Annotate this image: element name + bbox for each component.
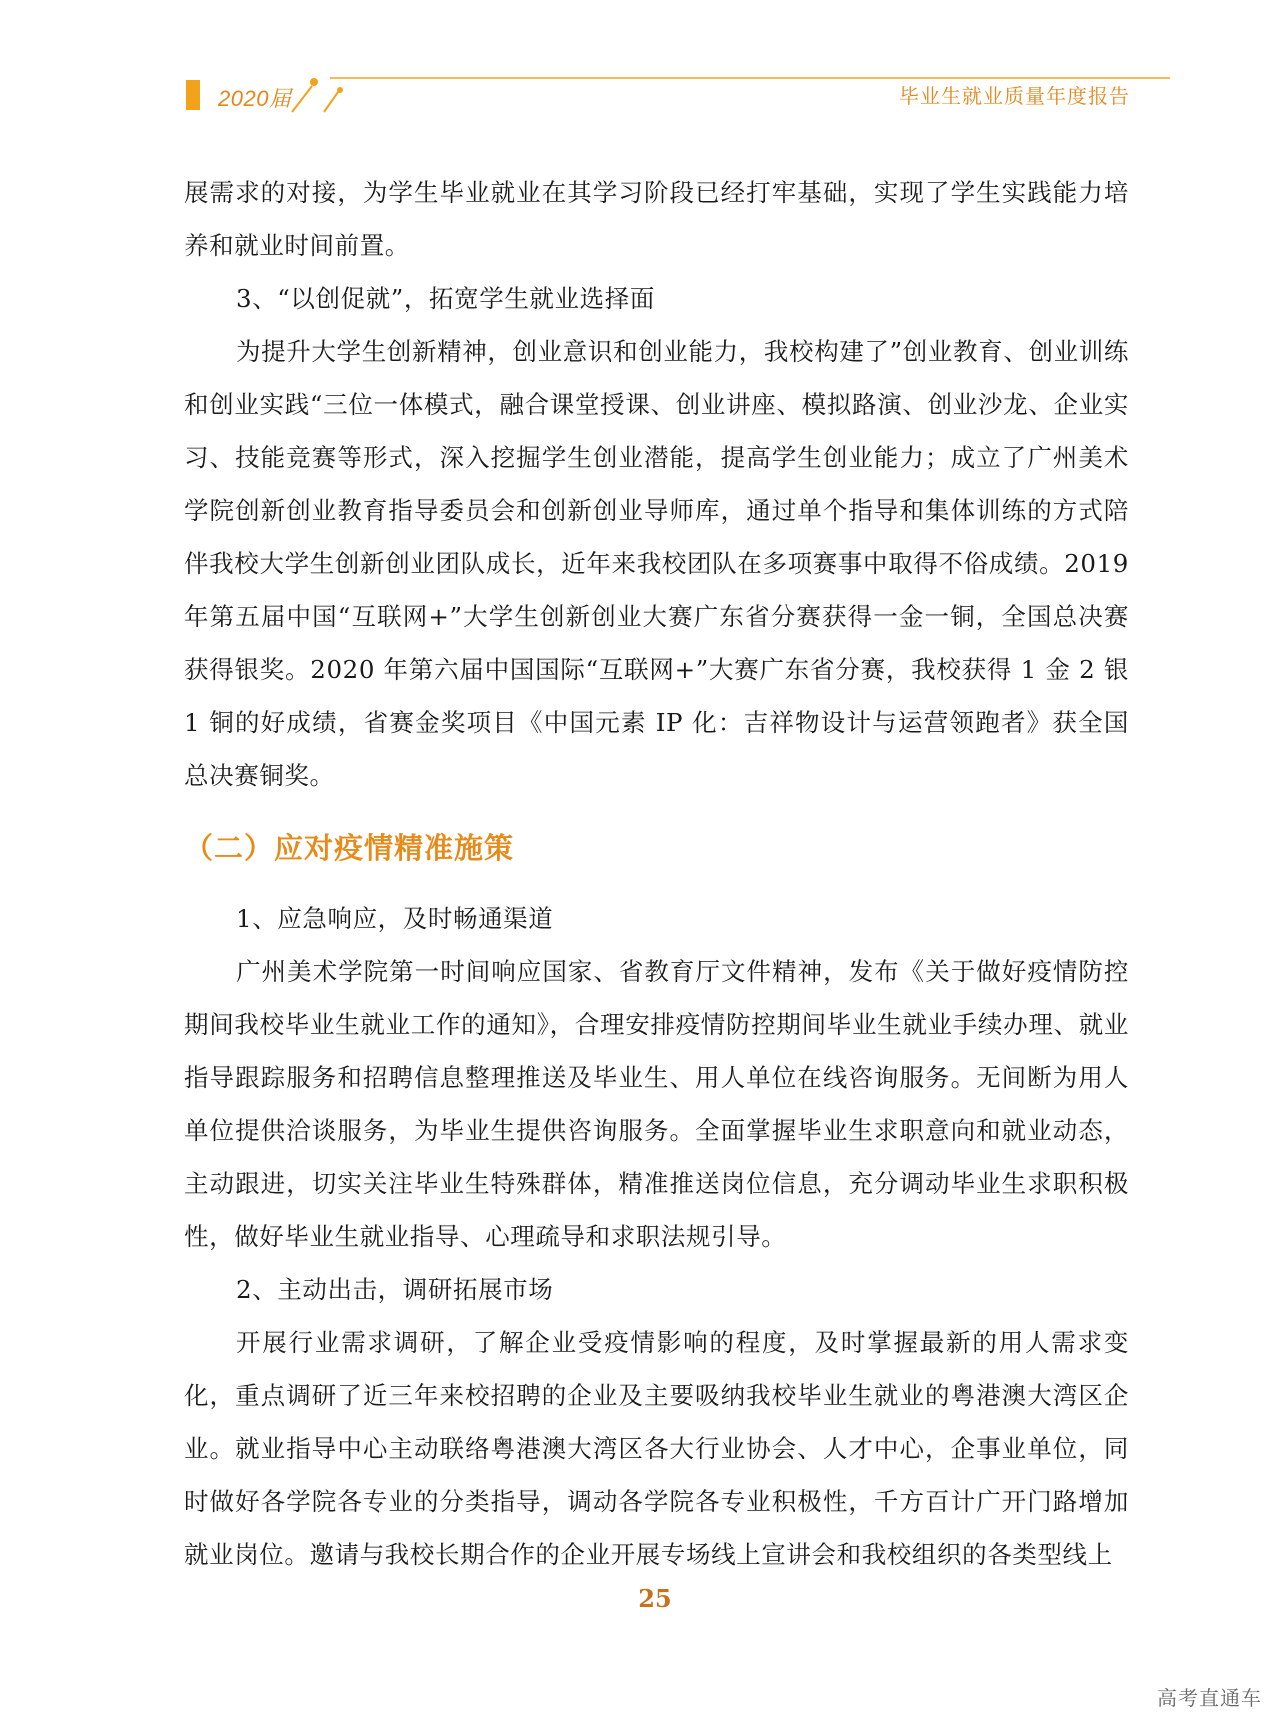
watermark: 高考直通车 <box>1157 1686 1262 1710</box>
subheading-3: 3、“以创促就”，拓宽学生就业选择面 <box>236 284 655 313</box>
page-header <box>0 0 1280 120</box>
report-title: 毕业生就业质量年度报告 <box>899 84 1130 108</box>
paragraph-2: 为提升大学生创新精神，创业意识和创业能力，我校构建了”创业教育、创业训练和创业实践“三位一体模式，融合课堂授课、创业讲座、模拟路演、创业沙龙、企业实习、技能竞赛等形式，深入挖掘学生创业潜能，提高学生创业能力；成立了广州美术学院创新创业教育指导委员会和创新创业导师库，通过单个指导和集体训练的方式陪伴我校大学生创新创业团队成长，近年来我校团队在多项赛事中取得不俗成绩。2019 年第五届中国“互联网+”大学生创新创业大赛广东省分赛获得一金一铜，全国总决赛获得银奖。2020 年第六届中国国际“互联网+”大赛广东省分赛，我校获得 1 金 2 银 1 铜的好成绩，省赛金奖项目《中国元素 IP 化：吉祥物设计与运营领跑者》获全国总决赛铜奖。 <box>184 337 1129 790</box>
section-title: （二）应对疫情精准施策 <box>184 831 515 865</box>
subheading-2: 2、主动出击，调研拓展市场 <box>236 1275 554 1304</box>
paragraph-4: 开展行业需求调研，了解企业受疫情影响的程度，及时掌握最新的用人需求变化，重点调研了近三年来校招聘的企业及主要吸纳我校毕业生就业的粤港澳大湾区企业。就业指导中心主动联络粤港澳大湾区各大行业协会、人才中心，企事业单位，同时做好各学院各专业的分类指导，调动各学院各专业积极性，千方百计广开门路增加就业岗位。邀请与我校长期合作的企业开展专场线上宣讲会和我校组织的各类型线上 <box>184 1328 1129 1569</box>
header-year-label: 2020届 <box>218 86 292 111</box>
page-body <box>184 166 1129 1581</box>
header-accent-bar <box>186 80 200 110</box>
subheading-1: 1、应急响应，及时畅通渠道 <box>236 904 554 933</box>
paragraph-1: 展需求的对接，为学生毕业就业在其学习阶段已经打牢基础，实现了学生实践能力培养和就业时间前置。 <box>184 178 1129 260</box>
paragraph-3: 广州美术学院第一时间响应国家、省教育厅文件精神，发布《关于做好疫情防控期间我校毕业生就业工作的通知》，合理安排疫情防控期间毕业生就业手续办理、就业指导跟踪服务和招聘信息整理推送及毕业生、用人单位在线咨询服务。无间断为用人单位提供洽谈服务，为毕业生提供咨询服务。全面掌握毕业生求职意向和就业动态，主动跟进，切实关注毕业生特殊群体，精准推送岗位信息，充分调动毕业生求职积极性，做好毕业生就业指导、心理疏导和求职法规引导。 <box>184 957 1129 1251</box>
page-number: 25 <box>638 1584 672 1613</box>
